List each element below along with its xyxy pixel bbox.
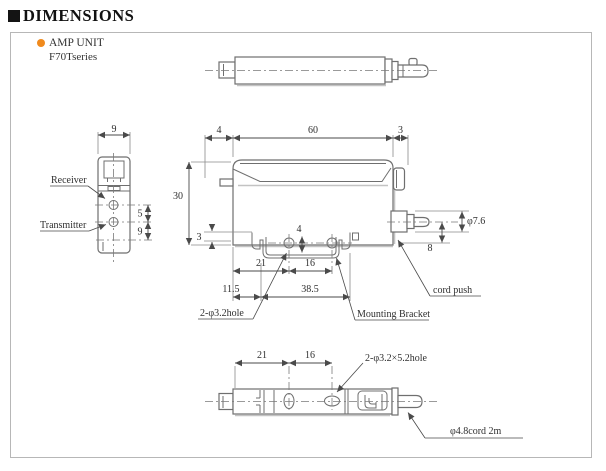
bottom-hole-offset-dim: 21 (257, 350, 267, 361)
side-rear-depth-dim: 3 (398, 125, 403, 136)
side-bracket-length-dim: 38.5 (301, 284, 319, 295)
section-title: DIMENSIONS (23, 6, 135, 25)
side-height-dim: 30 (173, 191, 183, 202)
bracket-slot-dim: 4 (296, 224, 302, 235)
side-view-rear-clip (394, 168, 405, 190)
front-base-dim: 9 (137, 226, 143, 238)
product-name: AMP UNIT (49, 37, 104, 49)
front-width-dim: 9 (111, 124, 117, 135)
bracket-leader (337, 258, 356, 320)
bracket-label: Mounting Bracket (357, 309, 431, 320)
cord-height-dim: 8 (427, 243, 433, 254)
bottom-view (205, 350, 523, 438)
cord-push-fitting (391, 211, 407, 232)
top-view-left-connector (219, 62, 235, 78)
dimension-drawing (10, 32, 592, 458)
side-view-body (233, 160, 393, 245)
receiver-label: Receiver (51, 175, 87, 186)
cord-push-label: cord push (433, 285, 473, 296)
transmitter-label: Transmitter (40, 220, 87, 231)
side-hole-pitch-dim: 16 (305, 258, 315, 269)
cord-push-leader (398, 240, 430, 296)
side-view-front-tab (220, 179, 233, 186)
holes-label: 2-φ3.2hole (200, 308, 244, 319)
cord-fitting-step (407, 215, 414, 229)
section-header (8, 6, 134, 26)
front-view (40, 124, 152, 263)
slot-holes-label: 2-φ3.2×5.2hole (365, 353, 427, 364)
side-bracket-offset-dim: 11.5 (222, 284, 240, 295)
side-front-depth-dim: 4 (216, 125, 222, 136)
side-length-dim: 60 (308, 125, 318, 136)
bottom-hole-pitch-dim: 16 (305, 350, 315, 361)
cord-label: φ4.8cord 2m (450, 426, 502, 437)
front-pitch-dim: 5 (137, 208, 143, 220)
cord-dia-dim: φ7.6 (467, 216, 486, 227)
section-marker-icon (8, 10, 20, 22)
cord-label-leader (408, 413, 425, 439)
bracket-lip-dim: 3 (196, 232, 202, 243)
top-view (205, 57, 438, 86)
slot-holes-leader (337, 363, 363, 392)
side-view (173, 125, 485, 320)
side-hole-offset-dim: 21 (256, 258, 266, 269)
product-series: F70Tseries (49, 51, 98, 63)
